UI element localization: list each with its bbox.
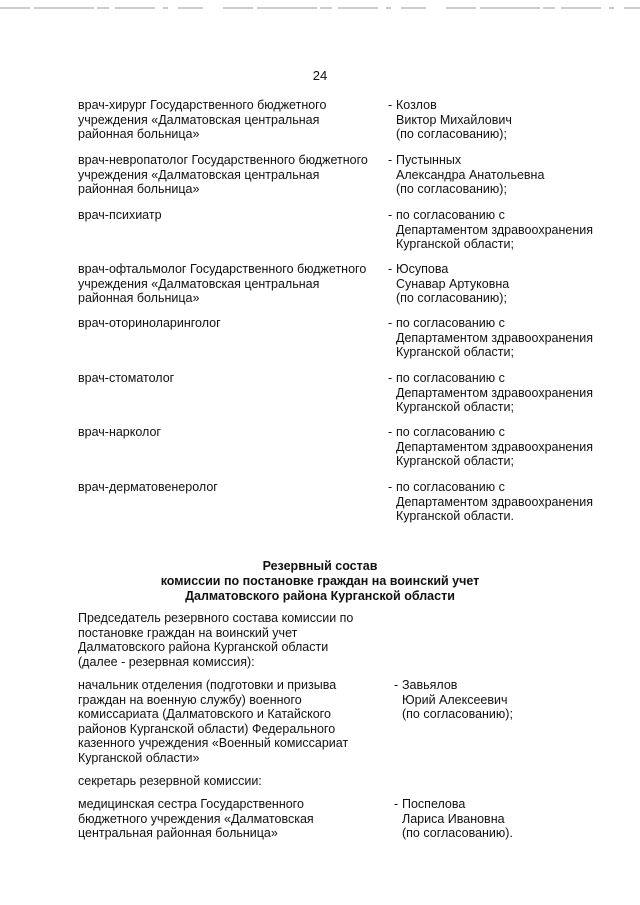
member-person: Поспелова Лариса Ивановна (по согласованию). (402, 797, 513, 841)
reserve-secretary-intro: секретарь резервной комиссии: (78, 774, 262, 788)
member-role: врач-нарколог (78, 425, 161, 439)
dash-separator: - (388, 316, 393, 330)
member-role: врач-дерматовенеролог (78, 480, 218, 494)
scan-artifact-line (0, 6, 640, 10)
dash-separator: - (388, 371, 393, 385)
dash-separator: - (388, 262, 393, 276)
dash-separator: - (388, 98, 393, 112)
dash-separator: - (388, 208, 393, 222)
reserve-heading: Резервный состав комиссии по постановке граждан на воинский учет Далматовского района Курганской области (160, 559, 480, 603)
reserve-chair-intro: Председатель резервного состава комиссии по постановке граждан на воинский учет Далматовского района Курганской области (далее - резервная комиссия): (78, 611, 354, 669)
member-person: Завьялов Юрий Алексеевич (по согласованию); (402, 678, 513, 722)
member-role: врач-психиатр (78, 208, 162, 222)
member-role: врач-оториноларинголог (78, 316, 221, 330)
member-person: по согласованию с Департаментом здравоохранения Курганской области. (396, 480, 593, 524)
member-person: по согласованию с Департаментом здравоохранения Курганской области; (396, 425, 593, 469)
member-role: врач-стоматолог (78, 371, 175, 385)
member-person: Юсупова Сунавар Артуковна (по согласованию); (396, 262, 510, 306)
dash-separator: - (394, 797, 399, 811)
dash-separator: - (388, 153, 393, 167)
member-person: Козлов Виктор Михайлович (по согласованию); (396, 98, 512, 142)
member-person: по согласованию с Департаментом здравоохранения Курганской области; (396, 371, 593, 415)
member-role: медицинская сестра Государственного бюджетного учреждения «Далматовская центральная районная больница» (78, 797, 314, 841)
member-person: Пустынных Александра Анатольевна (по согласованию); (396, 153, 545, 197)
member-role: врач-хирург Государственного бюджетного учреждения «Далматовская центральная районная больница» (78, 98, 327, 142)
page-number: 24 (312, 68, 328, 83)
member-person: по согласованию с Департаментом здравоохранения Курганской области; (396, 208, 593, 252)
dash-separator: - (388, 480, 393, 494)
member-role: врач-офтальмолог Государственного бюджетного учреждения «Далматовская центральная районная больница» (78, 262, 367, 306)
member-person: по согласованию с Департаментом здравоохранения Курганской области; (396, 316, 593, 360)
dash-separator: - (394, 678, 399, 692)
dash-separator: - (388, 425, 393, 439)
member-role: врач-невропатолог Государственного бюджетного учреждения «Далматовская центральная районная больница» (78, 153, 368, 197)
member-role: начальник отделения (подготовки и призыва граждан на военную службу) военного комиссариата (Далматовского и Катайского районов Курганской области) Федерального казенного учреждения «Военный комиссариат Курганской области» (78, 678, 349, 765)
